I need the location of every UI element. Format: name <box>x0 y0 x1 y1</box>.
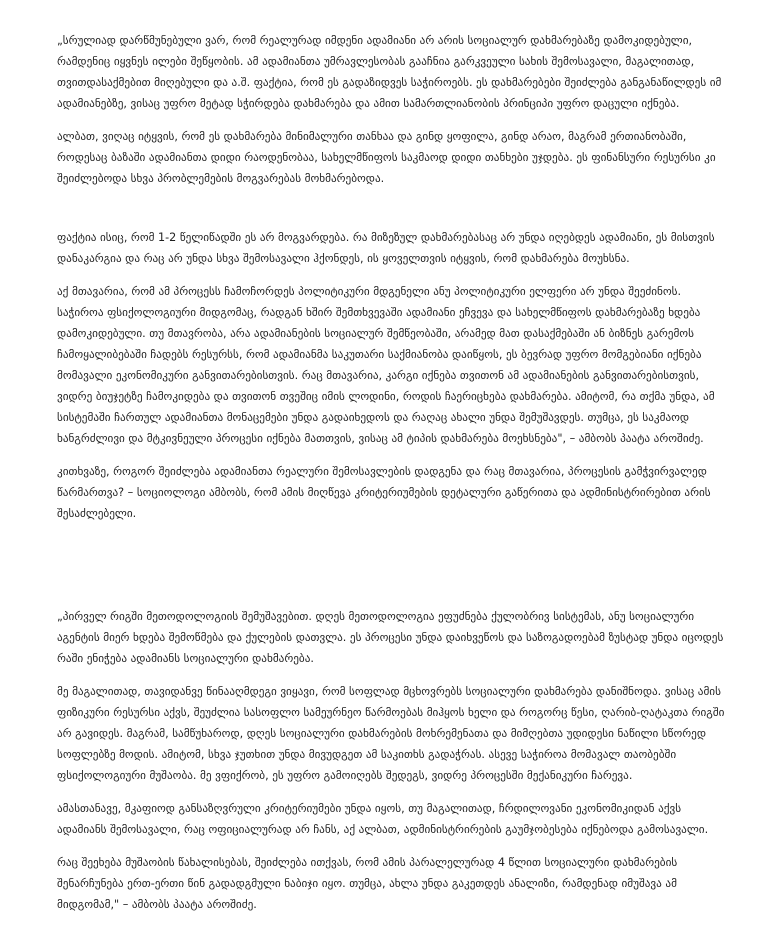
section-spacer <box>57 201 728 227</box>
paragraph: აქ მთავარია, რომ ამ პროცესს ჩამოჩორდეს პოლიტიკური მდგენელი ანუ პოლიტიკური ელფერი არ უნდა შეეძინოს. საჭიროა ფსიქოლოგიური მიდგომაც, რადგან ხშირ შემთხვევაში ადამიანი ეჩვევა და სახელმწიფოს დახმარებაზე ხდება დამოკიდებული. თუ მთავრობა, არა ადამიანების სოციალურ შემწეობაში, არამედ მათ დასაქმებაში ან ბიზნეს გარემოს ჩამოყალიბებაში ჩადებს რესურსს, რომ ადამიანმა საკუთარი საქმიანობა დაიწყოს, ეს ბევრად უფრო მომგებიანი იქნება მომავალი ეკონომიკური განვითარებისთვის. რაც მთავარია, კარგი იქნება თვითონ ამ ადამიანების განვითარებისთვის, ვიდრე ბიუჯეტზე ჩამოკიდება და თვითონ თვეშიც იმის ლოდინი, როდის ჩაერიცხება დახმარება. ამიტომ, რა თქმა უნდა, ამ სისტემაში ჩართულ ადამიანთა მონაცემები უნდა გადაიხედოს და რაღაც ახალი უნდა შემუშავდეს. თუმცა, ეს საკმაოდ ხანგრძლივი და მტკივნეული პროცესი იქნება მათთვის, ვისაც ამ ტიპის დახმარება მოეხსნება", – ამბობს პაატა აროშიძე. <box>57 285 715 445</box>
paragraph: რაც შეეხება მუშაობის წახალისებას, შეიძლება ითქვას, რომ ამის პარალელურად 4 წლით სოციალური დახმარების შენარჩუნება ერთ-ერთი წინ გადადგმული ნაბიჯი იყო. თუმცა, ახლა უნდა გაკეთდეს ანალიზი, რამდენად იმუშავა ამ მიდგომამ," – ამბობს პაატა აროშიძე. <box>57 856 678 911</box>
section-spacer <box>57 536 728 606</box>
paragraph: ალბათ, ვიღაც იტყვის, რომ ეს დახმარება მინიმალური თანხაა და გინდ ყოფილა, გინდ არაო, მაგრამ ერთიანობაში, როდესაც ბაზაში ადამიანთა დიდი რაოდენობაა, სახელმწიფოს საკმაოდ დიდი თანხები უჯდება. ეს ფინანსური რესურსი კი შეიძლებოდა სხვა პრობლემების მოგვარებას მოხმარებოდა. <box>57 130 716 185</box>
paragraph: კითხვაზე, როგორ შეიძლება ადამიანთა რეალური შემოსავლების დადგენა და რაც მთავარია, პროცესის გამჭვირვალედ წარმართვა? – სოციოლოგი ამბობს, რომ ამის მიღწევა კრიტერიუმების დეტალური გაწერითა და ადმინისტრირებით არის შესაძლებელი. <box>57 465 711 520</box>
paragraph: „სრულიად დარწმუნებული ვარ, რომ რეალურად იმდენი ადამიანი არ არის სოციალურ დახმარებაზე დამოკიდებული, რამდენიც იყვნეს ილები შეწყობის. ამ ადამიანთა უმრავლესობას გააჩნია გარკვეული სახის შემოსავალი, მაგალითად, თვითდასაქმებით მიღებული და ა.შ. ფაქტია, რომ ეს გადაზიდვეს საჭიროებს. ეს დახმარებები შეიძლება განგანაწილდეს იმ ადამიანებზე, ვისაც უფრო მეტად სჭირდება დახმარება და ამით სამართლიანობის პრინციპი უფრო დაცული იქნება. <box>57 34 722 110</box>
paragraph: „პირველ რიგში მეთოდოლოგიის შემუშავებით. დღეს მეთოდოლოგია ეფუძნება ქულობრივ სისტემას, ანუ სოციალური აგენტის მიერ ხდება შემოწმება და ქულების დათვლა. ეს პროცესი უნდა დაიხვეწოს და საზოგადოებამ ზუსტად უნდა იცოდეს რაში ენიჭება ადამიანს სოციალური დახმარება. <box>57 610 724 665</box>
paragraph: ფაქტია ისიც, რომ 1-2 წელიწადში ეს არ მოგვარდება. რა მიზეზულ დახმარებასაც არ უნდა იღებდეს ადამიანი, ეს მისთვის დანაკარგია და რაც არ უნდა სხვა შემოსავალი ჰქონდეს, ის ყოველთვის იტყვის, რომ დახმარება მოუხსნა. <box>57 231 715 265</box>
paragraph: მე მაგალითად, თავიდანვე წინააღმდეგი ვიყავი, რომ სოფლად მცხოვრებს სოციალური დახმარება დანიშნოდა. ვისაც ამის ფიზიკური რესურსი აქვს, შეუძლია სასოფლო სამეურნეო წარმოებას მიჰყოს ხელი და როგორც წესი, ღარიბ-ღატაკთა რიგში არ გავიდეს. მაგრამ, სამწუხაროდ, დღეს სოციალური დახმარების მოხრემენათა და მიმღებთა უდიდესი ნაწილი სწორედ სოფლებზე მოდის. ამიტომ, სხვა ჯუთხით უნდა მივუდგეთ ამ საკითხს გადაჭრას. ასევე საჭიროა მომავალ თაობებში ფსიქოლოგიური მუშაობა. მე ვფიქრობ, ეს უფრო გამოიღებს შედეგს, ვიდრე პროცესში მექანიკური ჩარევა. <box>57 685 725 782</box>
paragraph: ამასთანავე, მკაფიოდ განსაზღვრული კრიტერიუმები უნდა იყოს, თუ მაგალითად, ჩრდილოვანი ეკონომიკიდან აქვს ადამიანს შემოსავალი, რაც ოფიციალურად არ ჩანს, აქ ალბათ, ადმინისტრირების გაუმჯობესება იქნებოდა გამოსავალი. <box>57 802 709 836</box>
